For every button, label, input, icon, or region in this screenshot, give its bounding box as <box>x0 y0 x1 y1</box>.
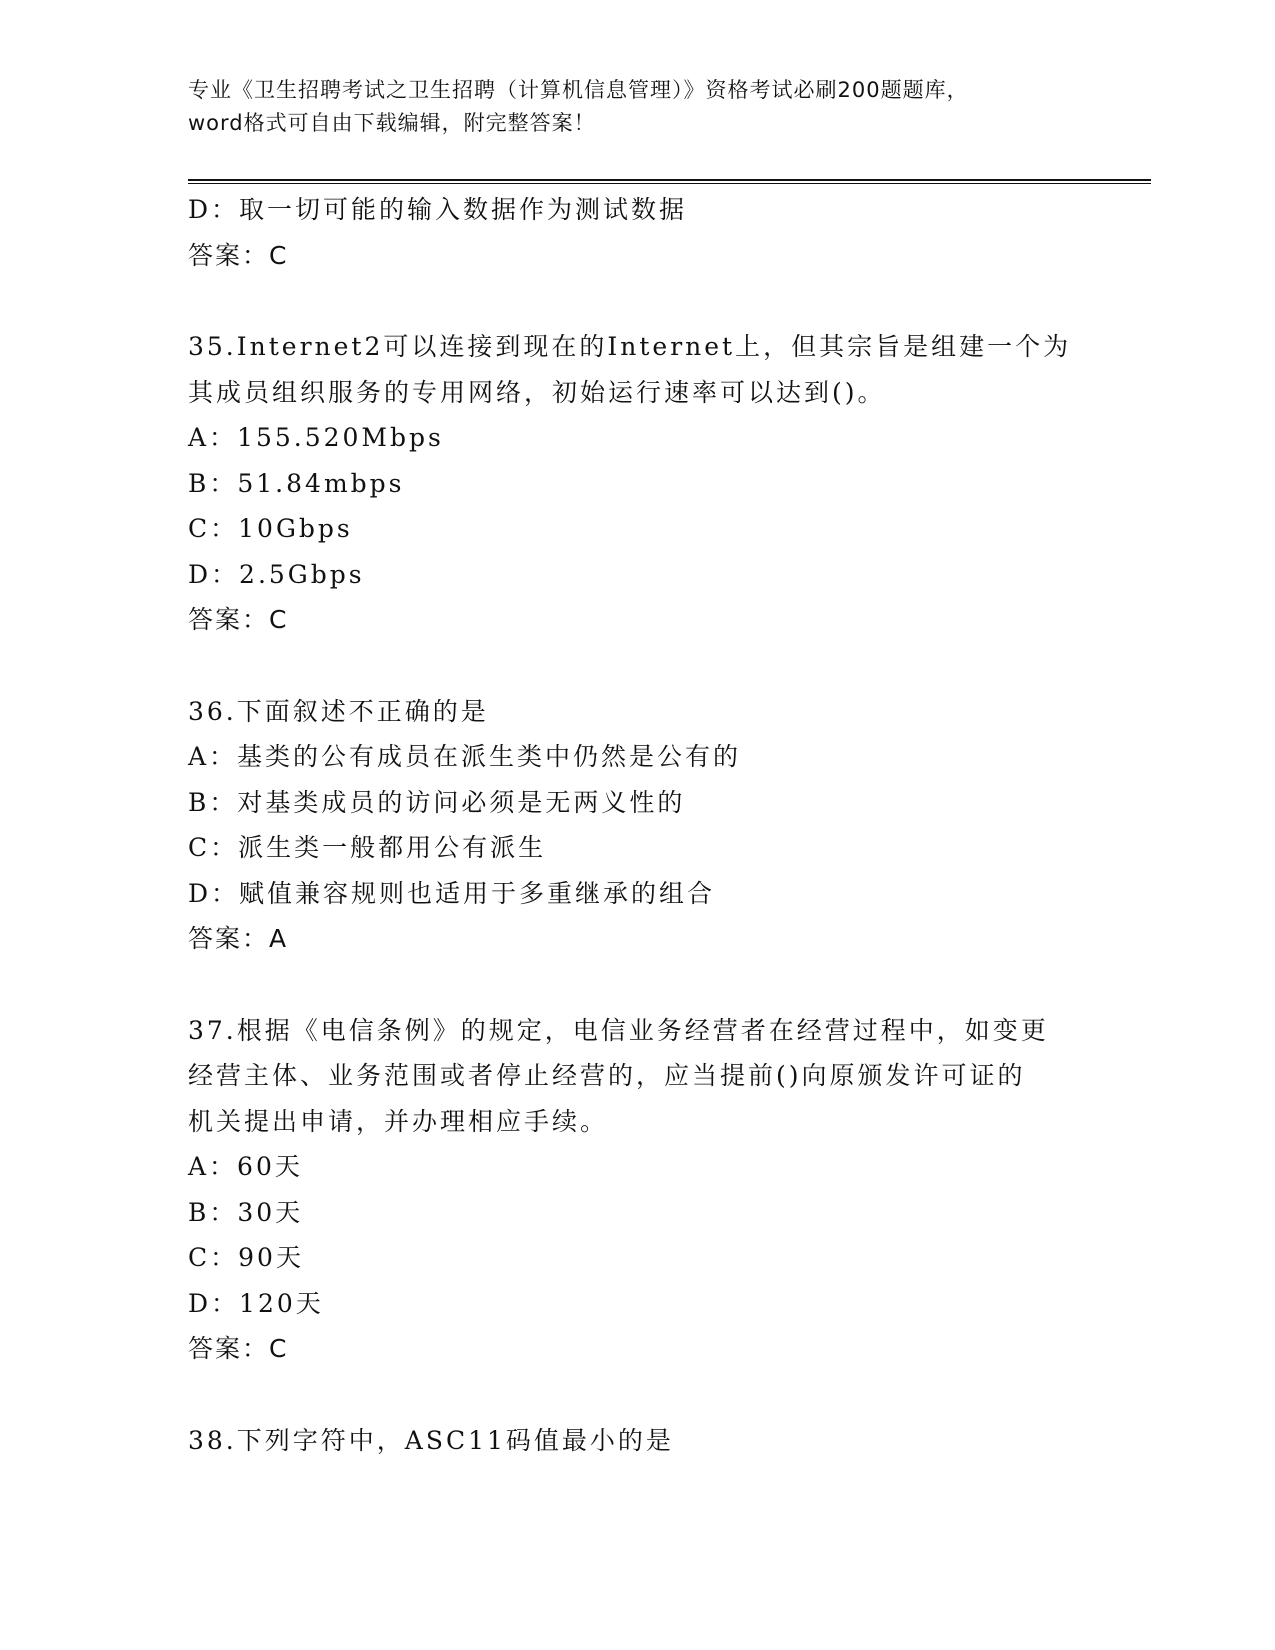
option-d: D：120天 <box>188 1288 324 1318</box>
question-stem-line: 机关提出申请，并办理相应手续。 <box>188 1106 609 1136</box>
question-stem-line: 经营主体、业务范围或者停止经营的，应当提前()向原颁发许可证的 <box>188 1061 1026 1090</box>
question-block-37 <box>188 1008 1088 1372</box>
option-c: C：10Gbps <box>188 514 353 543</box>
option-a: A：基类的公有成员在派生类中仍然是公有的 <box>188 742 742 771</box>
question-stem-line: 36.下面叙述不正确的是 <box>188 696 489 726</box>
header-line-1: 专业《卫生招聘考试之卫生招聘（计算机信息管理）》资格考试必刷200题题库， <box>188 78 969 102</box>
question-block-34 <box>188 187 1088 278</box>
question-list <box>188 187 1088 1463</box>
question-stem-line: 37.根据《电信条例》的规定，电信业务经营者在经营过程中，如变更 <box>188 1015 1049 1045</box>
option-b: B：30天 <box>188 1197 304 1227</box>
answer: 答案：C <box>188 240 289 270</box>
option-d: D：赋值兼容规则也适用于多重继承的组合 <box>188 878 716 908</box>
answer: 答案：A <box>188 924 289 953</box>
answer: 答案：C <box>188 1334 289 1363</box>
question-stem-line: 35.Internet2可以连接到现在的Internet上，但其宗旨是组建一个为 <box>188 332 1072 361</box>
question-stem-line: 38.下列字符中，ASC11码值最小的是 <box>188 1425 674 1455</box>
option-b: B：51.84mbps <box>188 468 405 498</box>
option-a: A：155.520Mbps <box>188 423 444 452</box>
header-divider-thin <box>188 183 1151 184</box>
question-block-36 <box>188 689 1088 962</box>
question-block-35 <box>188 324 1088 643</box>
answer: 答案：C <box>188 605 289 634</box>
option-b: B：对基类成员的访问必须是无两义性的 <box>188 787 686 817</box>
question-block-38 <box>188 1418 1088 1464</box>
header-divider <box>188 179 1151 181</box>
option-a: A：60天 <box>188 1152 303 1181</box>
option-c: C：90天 <box>188 1243 304 1272</box>
header-line-2: word格式可自由下载编辑，附完整答案！ <box>188 111 596 135</box>
option-c: C：派生类一般都用公有派生 <box>188 833 547 862</box>
document-header <box>188 74 1088 140</box>
question-stem-line: 其成员组织服务的专用网络，初始运行速率可以达到()。 <box>188 377 886 407</box>
option-d: D：2.5Gbps <box>188 559 365 589</box>
option-d: D：取一切可能的输入数据作为测试数据 <box>188 195 688 224</box>
